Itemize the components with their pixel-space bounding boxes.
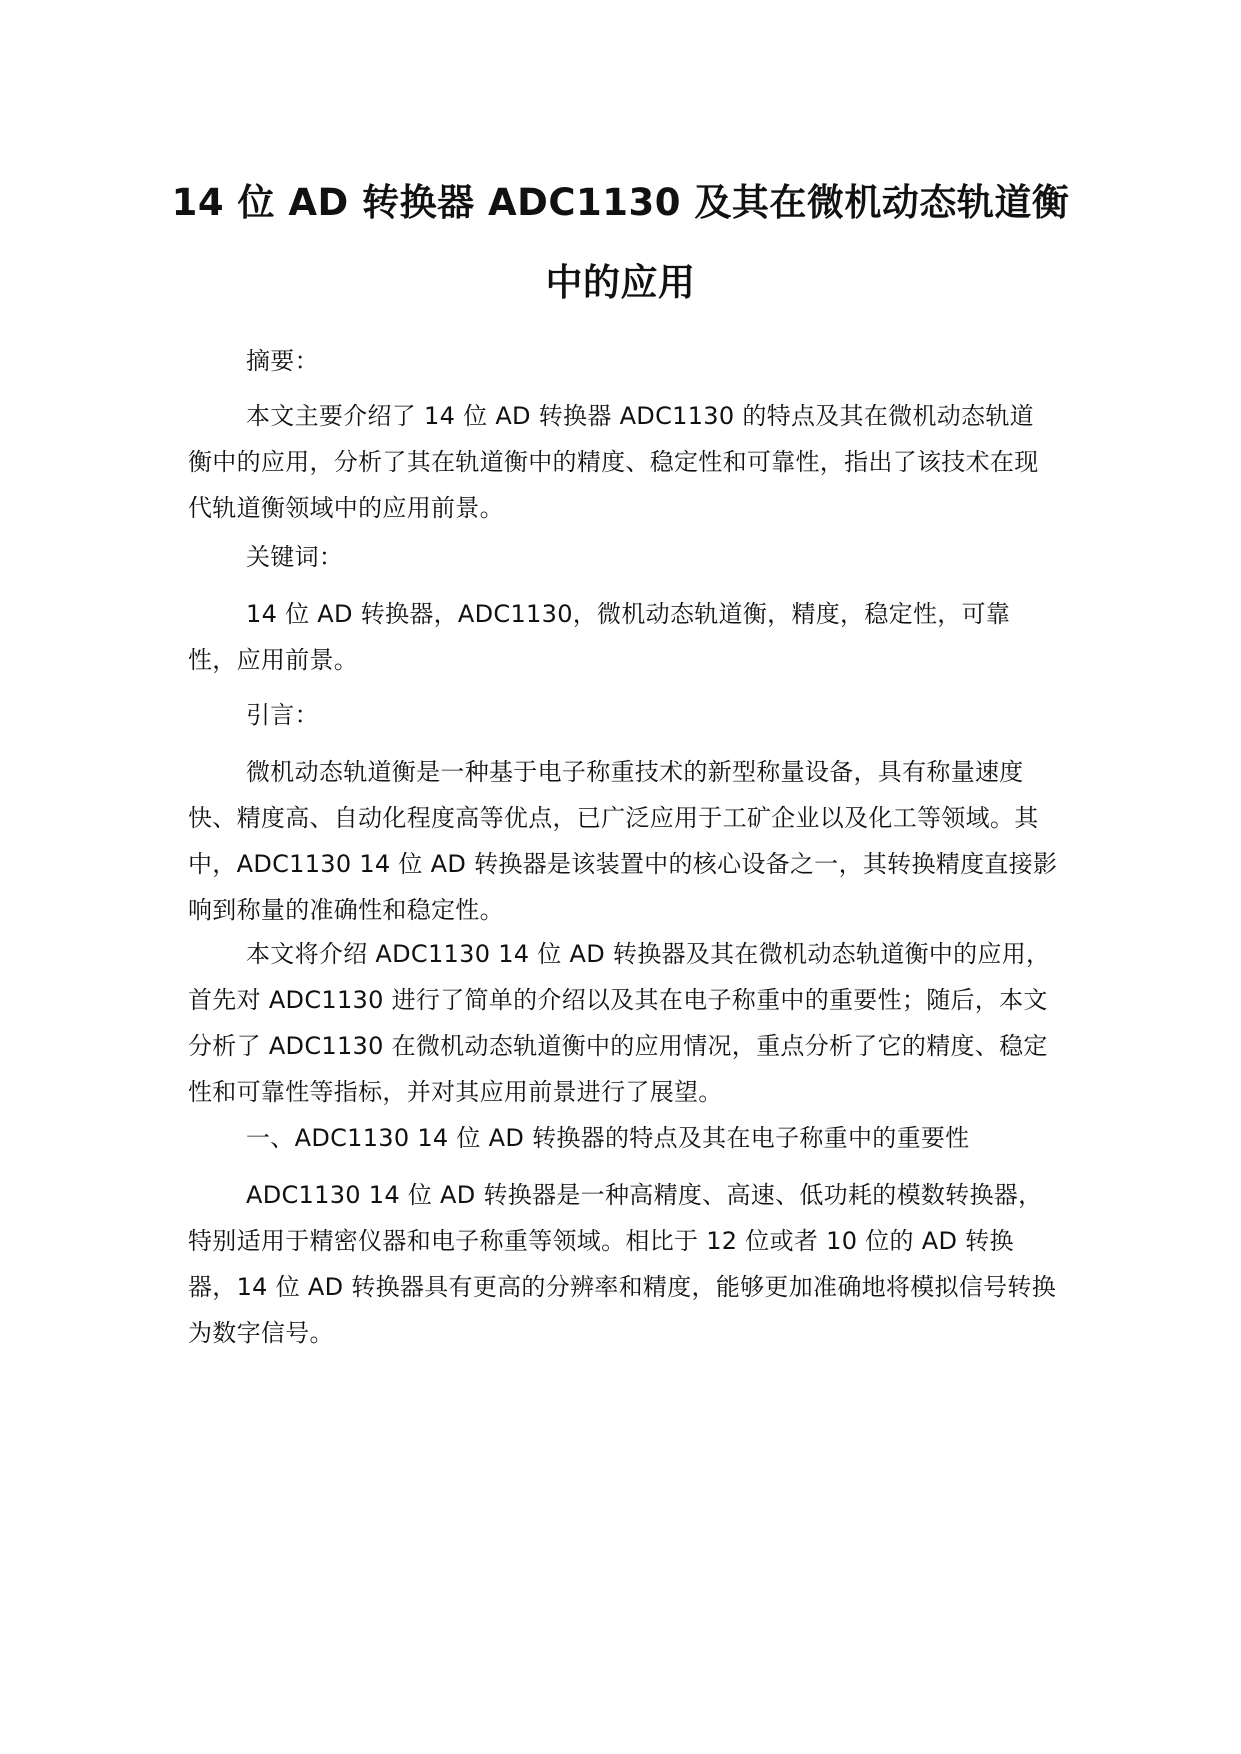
abstract-heading: 摘要： [246,347,319,375]
keywords-heading: 关键词： [246,543,344,571]
section-1-heading: 一、ADC1130 14 位 AD 转换器的特点及其在电子称重中的重要性 [246,1124,970,1152]
section-1-paragraph-1: ADC1130 14 位 AD 转换器是一种高精度、高速、低功耗的模数转换器，特别适用于精密仪器和电子称重等领域。相比于 12 位或者 10 位的 AD 转换器，14 位 AD 转换器具有更高的分辨率和精度，能够更加准确地将模拟信号转换为数字信号。 [188,1181,1057,1347]
abstract-paragraph: 本文主要介绍了 14 位 AD 转换器 ADC1130 的特点及其在微机动态轨道衡中的应用，分析了其在轨道衡中的精度、稳定性和可靠性，指出了该技术在现代轨道衡领域中的应用前景。 [188,402,1039,522]
document-title-line-2: 中的应用 [545,261,696,304]
document-title-line-1: 14 位 AD 转换器 ADC1130 及其在微机动态轨道衡 [171,181,1070,224]
keywords-paragraph: 14 位 AD 转换器，ADC1130，微机动态轨道衡，精度，稳定性，可靠性，应用前景。 [188,600,1011,674]
intro-paragraph-2: 本文将介绍 ADC1130 14 位 AD 转换器及其在微机动态轨道衡中的应用，首先对 ADC1130 进行了简单的介绍以及其在电子称重中的重要性；随后，本文分析了 ADC1130 在微机动态轨道衡中的应用情况，重点分析了它的精度、稳定性和可靠性等指标，并对其应用前景进行了展望。 [188,940,1051,1106]
intro-paragraph-1: 微机动态轨道衡是一种基于电子称重技术的新型称量设备，具有称量速度快、精度高、自动化程度高等优点，已广泛应用于工矿企业以及化工等领域。其中，ADC1130 14 位 AD 转换器是该装置中的核心设备之一，其转换精度直接影响到称量的准确性和稳定性。 [188,758,1058,924]
intro-heading: 引言： [246,701,319,729]
